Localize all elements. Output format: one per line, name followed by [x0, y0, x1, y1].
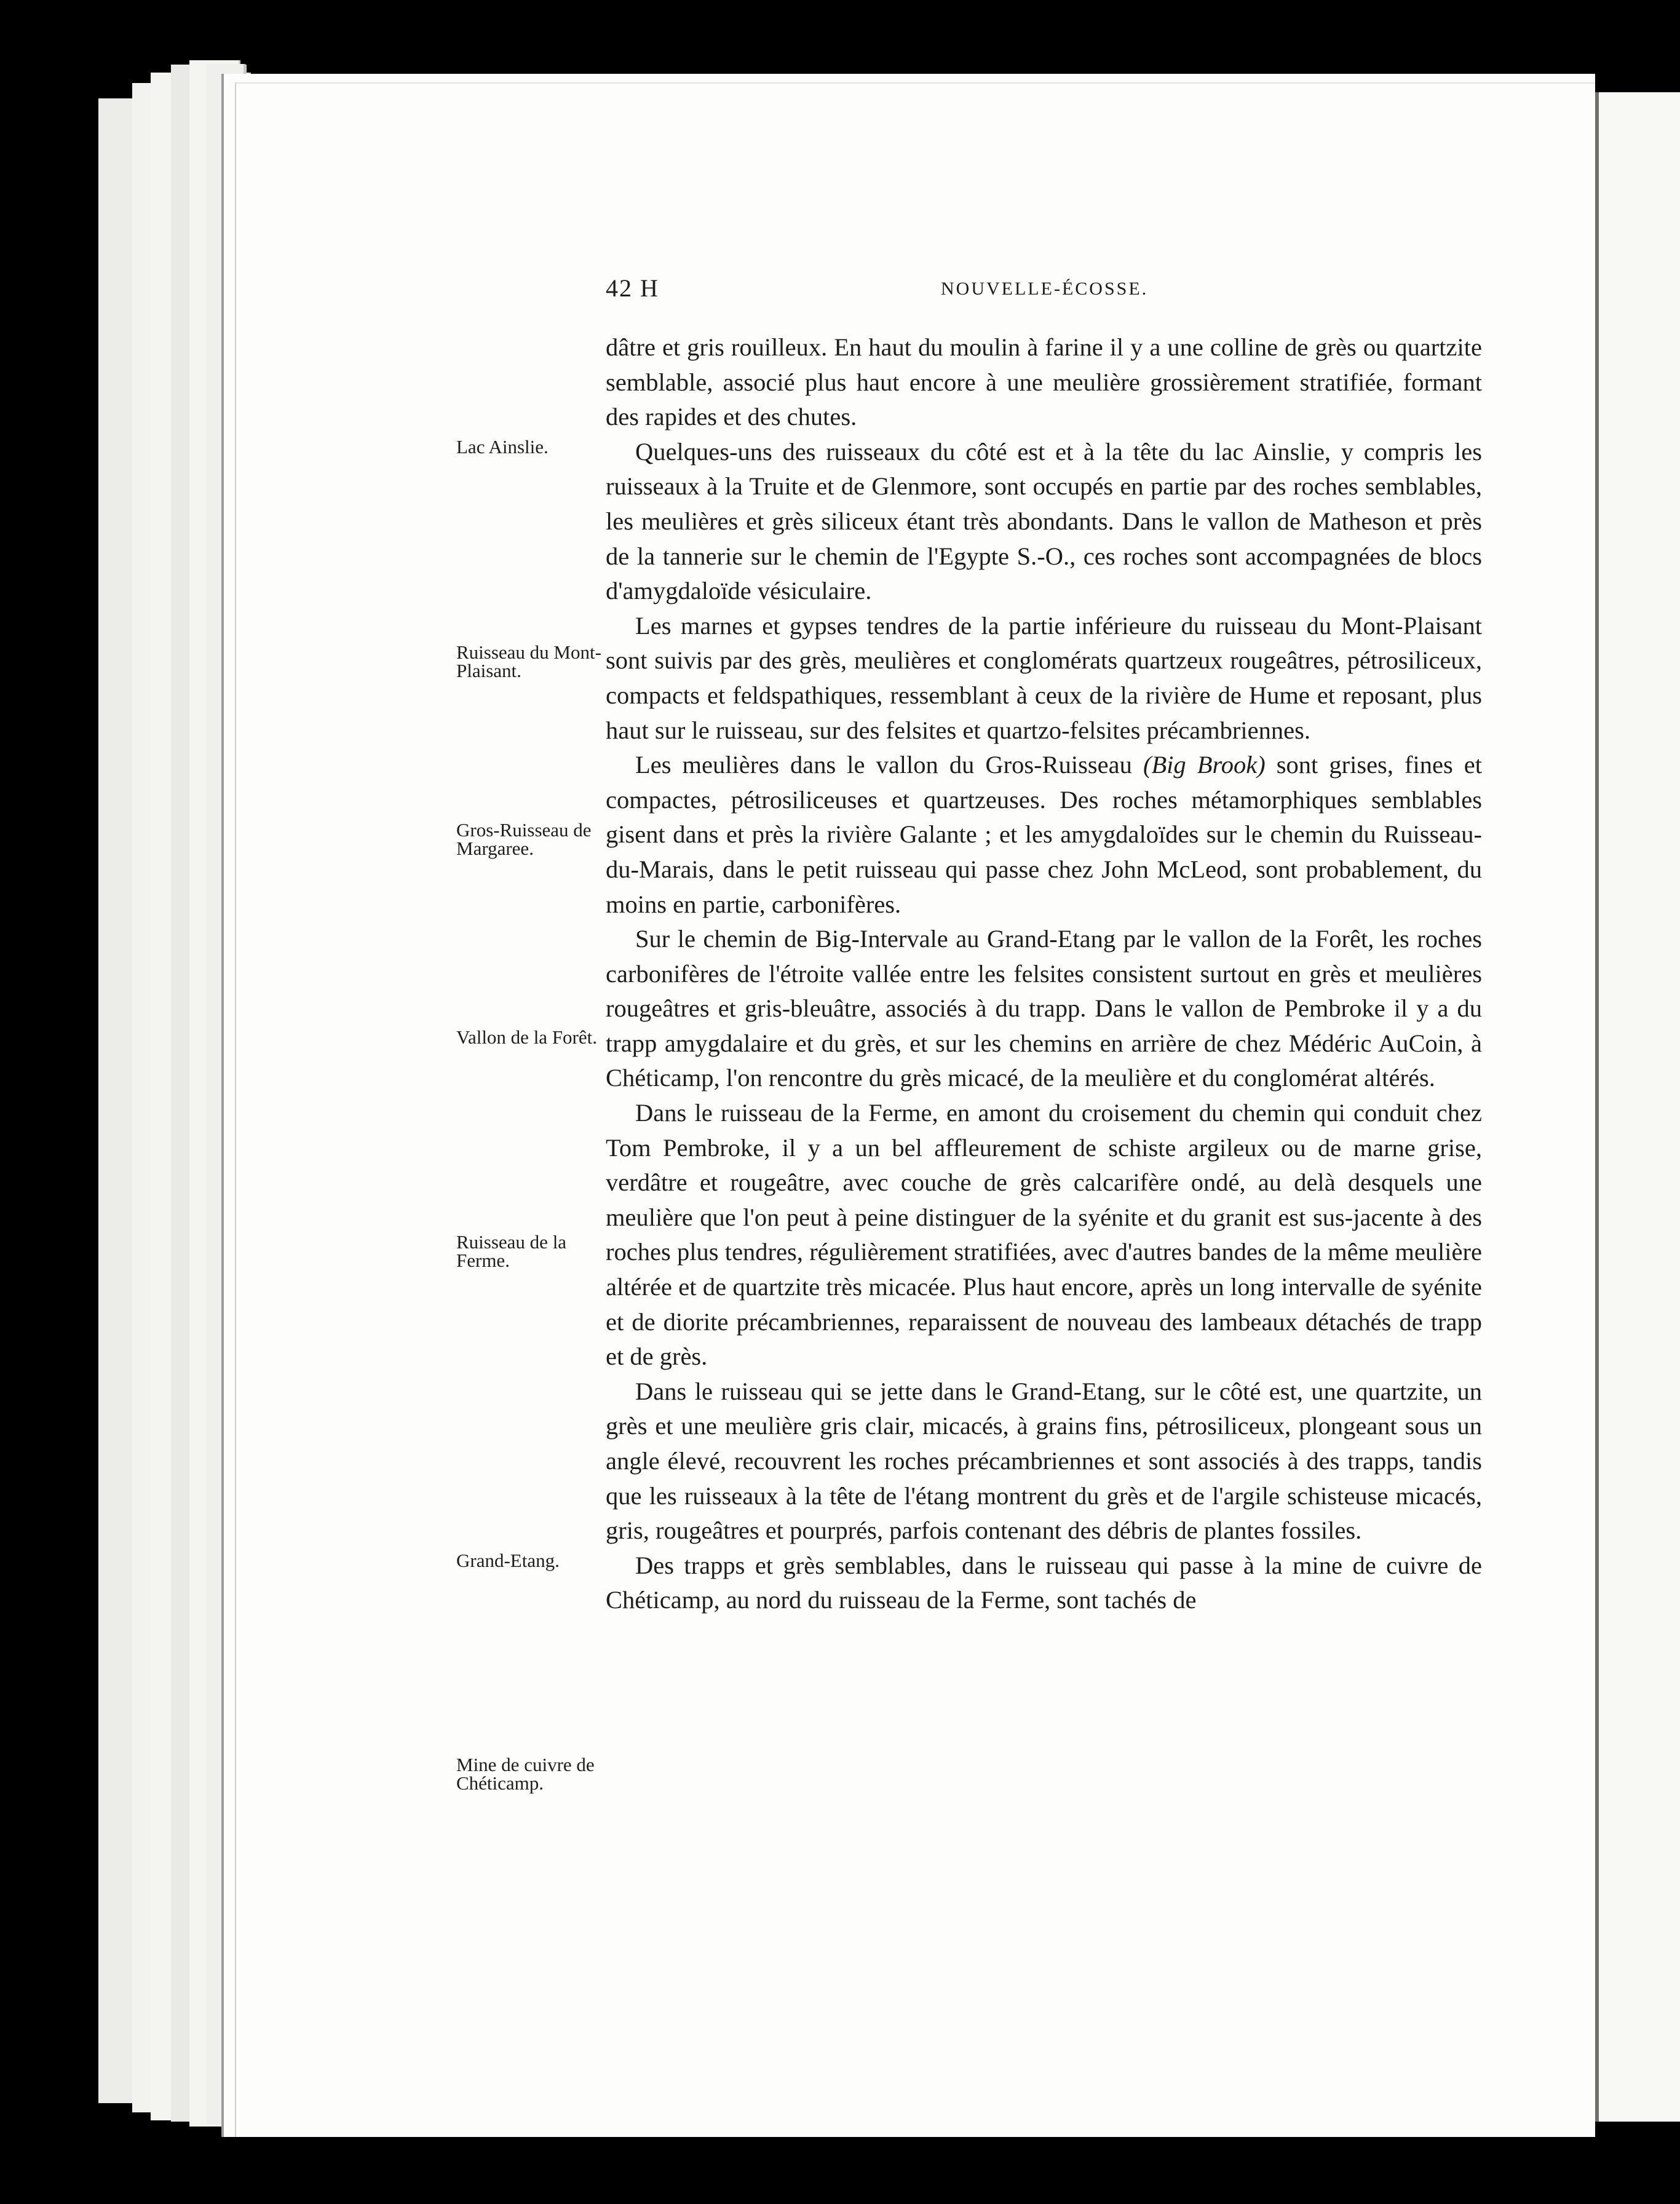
paragraph: Les marnes et gypses tendres de la partie inférieure du ruisseau du Mont-Plaisant sont suivis par des grès, meulières et conglomérats quartzeux rougeâtres, pétrosiliceux, compacts et feldspathiques, ressemblant à ceux de la rivière de Hume et reposant, plus haut sur le ruisseau, sur des felsites et quartzo-felsites précambriennes. — [606, 611, 1482, 744]
paragraph: Dans le ruisseau de la Ferme, en amont du croisement du chemin qui conduit chez Tom Pembroke, il y a un bel affleurement de schiste argileux ou de marne grise, verdâtre et rougeâtre, avec couche de grès calcarifère ondé, au delà desquels une meulière que l'on peut à peine distinguer de la syénite et du granit est sus-jacente à des roches plus tendres, régulièrement stratifiées, avec d'autres bandes de la même meulière altérée et de quartzite très micacée. Plus haut encore, après un long intervalle de syénite et de diorite précambriennes, reparaissent de nouveau des lambeaux détachés de trapp et de grès. — [606, 1099, 1482, 1371]
paragraph: Dans le ruisseau qui se jette dans le Grand-Etang, sur le côté est, une quartzite, un grès et une meulière gris clair, micacés, à grains fins, pétrosiliceux, plongeant sous un angle élevé, recouvrent les roches précambriennes et sont associés à des trapps, tandis que les ruisseaux à la tête de l'étang montrent du grès et de l'argile schisteuse micacés, gris, rougeâtres et pourprés, parfois contenant des débris de plantes fossiles. — [606, 1377, 1482, 1545]
margin-note-mont-plaisant: Ruisseau du Mont-Plaisant. — [456, 641, 601, 681]
margin-note-ruisseau-ferme: Ruisseau de la Ferme. — [456, 1231, 567, 1271]
margin-note-lac-ainslie: Lac Ainslie. — [456, 436, 549, 458]
italic-term: (Big Brook) — [1143, 751, 1266, 779]
margin-note-vallon-foret: Vallon de la Forêt. — [456, 1026, 598, 1048]
paragraph-text: Les meulières dans le vallon du Gros-Ruisseau — [635, 751, 1132, 779]
paragraph-text: sont grises, fines et compactes, pétrosiliceuses et quartzeuses. Des roches métamorphiques semblables gisent dans et près la rivière Galante ; et les amygdaloïdes sur le chemin du Ruisseau-du-Marais, dans le petit ruisseau qui passe chez John McLeod, sont probablement, du moins en partie, carbonifères. — [606, 751, 1483, 918]
paragraph: Quelques-uns des ruisseaux du côté est et à la tête du lac Ainslie, y compris les ruisseaux à la Truite et de Glenmore, sont occupés en partie par des roches semblables, les meulières et grès siliceux étant très abondants. Dans le vallon de Matheson et près de la tannerie sur le chemin de l'Egypte S.-O., ces roches sont accompagnées de blocs d'amygdaloïde vésiculaire. — [606, 437, 1482, 605]
margin-note-gros-ruisseau: Gros-Ruisseau de Margaree. — [456, 819, 592, 859]
paragraph: Sur le chemin de Big-Intervale au Grand-Etang par le vallon de la Forêt, les roches carbonifères de l'étroite vallée entre les felsites consistent surtout en grès et meulières rougeâtres et gris-bleuâtre, associés à du trapp. Dans le vallon de Pembroke il y a du trapp amygdalaire et du grès, et sur les chemins en arrière de chez Médéric AuCoin, à Chéticamp, l'on rencontre du grès micacé, de la meulière et du conglomérat altérés. — [606, 925, 1482, 1092]
running-title: NOUVELLE-ÉCOSSE. — [941, 279, 1149, 299]
paragraph: dâtre et gris rouilleux. En haut du moulin à farine il y a une colline de grès ou quartzite semblable, associé plus haut encore à une meulière grossièrement stratifiée, formant des rapides et des chutes. — [606, 333, 1482, 431]
facing-page — [1599, 92, 1680, 2122]
page-number: 42 H — [606, 274, 659, 302]
margin-note-mine-cheticamp: Mine de cuivre de Chéticamp. — [456, 1754, 595, 1794]
body-text — [606, 330, 1482, 1618]
page-header — [606, 274, 1482, 311]
paragraph — [606, 748, 1482, 922]
margin-note-grand-etang: Grand-Etang. — [456, 1550, 560, 1571]
paragraph: Des trapps et grès semblables, dans le ruisseau qui passe à la mine de cuivre de Chéticamp, au nord du ruisseau de la Ferme, sont tachés de — [606, 1551, 1482, 1614]
